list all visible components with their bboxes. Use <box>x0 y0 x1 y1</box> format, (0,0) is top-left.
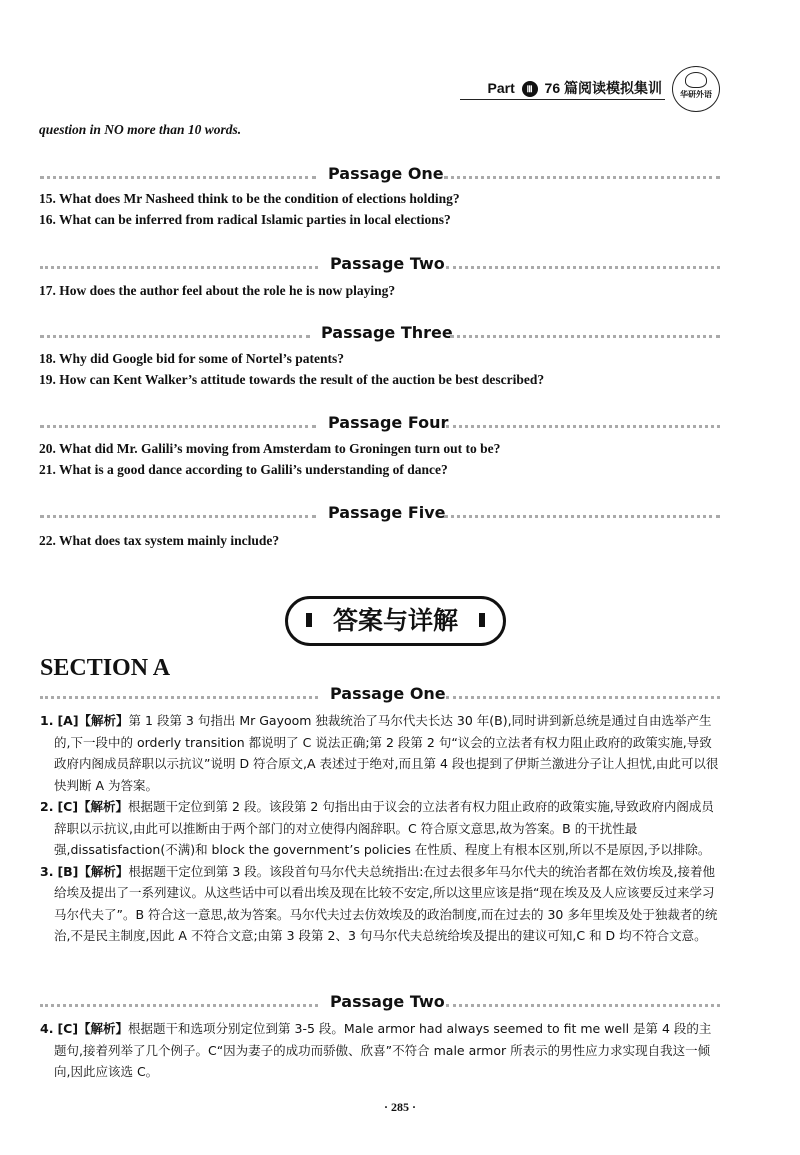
banner-mark-left <box>306 613 312 627</box>
passage-title: Passage One <box>330 684 446 703</box>
answer-item <box>40 796 722 861</box>
passage-title: Passage Two <box>330 254 445 273</box>
passage-heading-4 <box>40 413 720 437</box>
answer-item <box>40 710 722 796</box>
passage-heading-2 <box>40 254 720 278</box>
part-title: 76 篇阅读模拟集训 <box>544 80 662 96</box>
passage-heading-1 <box>40 164 720 188</box>
passage-title: Passage Three <box>321 323 453 342</box>
divider-right <box>446 1004 720 1007</box>
answer-passage-heading-1 <box>40 684 720 708</box>
answer-number: 2. <box>40 799 54 814</box>
answer-number: 4. <box>40 1021 54 1036</box>
divider-right <box>446 696 720 699</box>
part-numeral: Ⅲ <box>522 81 538 97</box>
logo-face-icon <box>685 72 707 88</box>
question-22: 22. What does tax system mainly include? <box>39 533 280 548</box>
divider-left <box>40 425 316 428</box>
section-title: SECTION A <box>40 655 171 681</box>
answer-number: 1. <box>40 713 54 728</box>
answer-list-1 <box>40 710 722 947</box>
divider-left <box>40 335 310 338</box>
divider-left <box>40 696 318 699</box>
answer-key: [C]【解析】 <box>57 1021 129 1036</box>
answer-item <box>40 1018 722 1083</box>
answer-key: [C]【解析】 <box>57 799 129 814</box>
divider-right <box>446 266 720 269</box>
logo-text: 华研外语 <box>680 90 712 99</box>
divider-left <box>40 266 318 269</box>
answer-explanation: 第 1 段第 3 句指出 Mr Gayoom 独裁统治了马尔代夫长达 30 年(B),同时讲到新总统是通过自由选举产生的,下一段中的 orderly transition 都说明了 C 说法正确;第 2 段第 2 句“议会的立法者有权力阻止政府的政策实施,导致政府内阁成员辞职以示抗议”说明 D 符合原文,A 表述过于绝对,而且第 4 段也提到了伊斯兰激进分子让人担忧,由此可以很快判断 A 为答案。 <box>54 713 719 793</box>
answer-explanation: 根据题干定位到第 2 段。该段第 2 句指出由于议会的立法者有权力阻止政府的政策实施,导致政府内阁成员辞职以示抗议,由此可以推断由于两个部门的对立使得内阁辞职。C 符合原文意思,故为答案。B 的干扰性最强,dissatisfaction(不满)和 block the government’s policies 在性质、程度上有根本区别,所以不是原因,予以排除。 <box>54 799 714 857</box>
intro-instruction: question in NO more than 10 words. <box>39 122 242 137</box>
header-title <box>488 78 662 98</box>
answers-banner <box>285 596 506 646</box>
publisher-logo <box>672 66 720 112</box>
answer-explanation: 根据题干定位到第 3 段。该段首句马尔代夫总统指出:在过去很多年马尔代夫的统治者都在效仿埃及,接着他给埃及提出了一系列建议。从这些话中可以看出埃及现在比较不安定,所以这里应该是指“现在埃及及人应该要反过来学习马尔代夫了”。B 符合这一意思,故为答案。马尔代夫过去仿效埃及的政治制度,而在过去的 30 多年里埃及处于独裁者的统治,不是民主制度,因此 A 不符合文意;由第 3 段第 2、3 句马尔代夫总统给埃及提出的建议可知,C 和 D 均不符合文意。 <box>54 863 718 943</box>
answer-item <box>40 861 722 947</box>
passage-heading-3 <box>40 323 720 347</box>
answer-key: [A]【解析】 <box>57 713 129 728</box>
passage-title: Passage Four <box>328 413 449 432</box>
divider-left <box>40 515 316 518</box>
question-18: 18. Why did Google bid for some of Nortel’s patents? <box>39 351 345 366</box>
answer-passage-heading-2 <box>40 992 720 1016</box>
divider-right <box>450 335 720 338</box>
question-20: 20. What did Mr. Galili’s moving from Amsterdam to Groningen turn out to be? <box>39 441 501 456</box>
part-label: Part <box>487 80 515 96</box>
question-17: 17. How does the author feel about the role he is now playing? <box>39 283 396 298</box>
answer-list-2 <box>40 1018 722 1083</box>
divider-right <box>444 515 720 518</box>
banner-title: 答案与详解 <box>332 606 458 635</box>
divider-right <box>446 425 720 428</box>
passage-title: Passage Two <box>330 992 445 1011</box>
page-header <box>470 72 720 112</box>
passage-title: Passage Five <box>328 503 446 522</box>
answer-explanation: 根据题干和选项分别定位到第 3-5 段。Male armor had always seemed to fit me well 是第 4 段的主题句,接着列举了几个例子。C“因为妻子的成功而骄傲、欣喜”不符合 male armor 所表示的男性应力求实现自我这一倾向,因此应该选 C。 <box>54 1021 712 1079</box>
divider-left <box>40 1004 318 1007</box>
question-15: 15. What does Mr Nasheed think to be the condition of elections holding? <box>39 191 460 206</box>
header-rule <box>460 99 665 100</box>
page-number: · 285 · <box>383 1100 416 1114</box>
question-16: 16. What can be inferred from radical Islamic parties in local elections? <box>39 212 451 227</box>
answer-number: 3. <box>40 863 54 879</box>
divider-left <box>40 176 316 179</box>
passage-title: Passage One <box>328 164 444 183</box>
question-21: 21. What is a good dance according to Galili’s understanding of dance? <box>39 462 448 477</box>
passage-heading-5 <box>40 503 720 527</box>
answer-key: [B]【解析】 <box>57 863 129 879</box>
divider-right <box>444 176 720 179</box>
banner-mark-right <box>479 613 485 627</box>
question-19: 19. How can Kent Walker’s attitude towards the result of the auction be best described? <box>39 372 545 387</box>
